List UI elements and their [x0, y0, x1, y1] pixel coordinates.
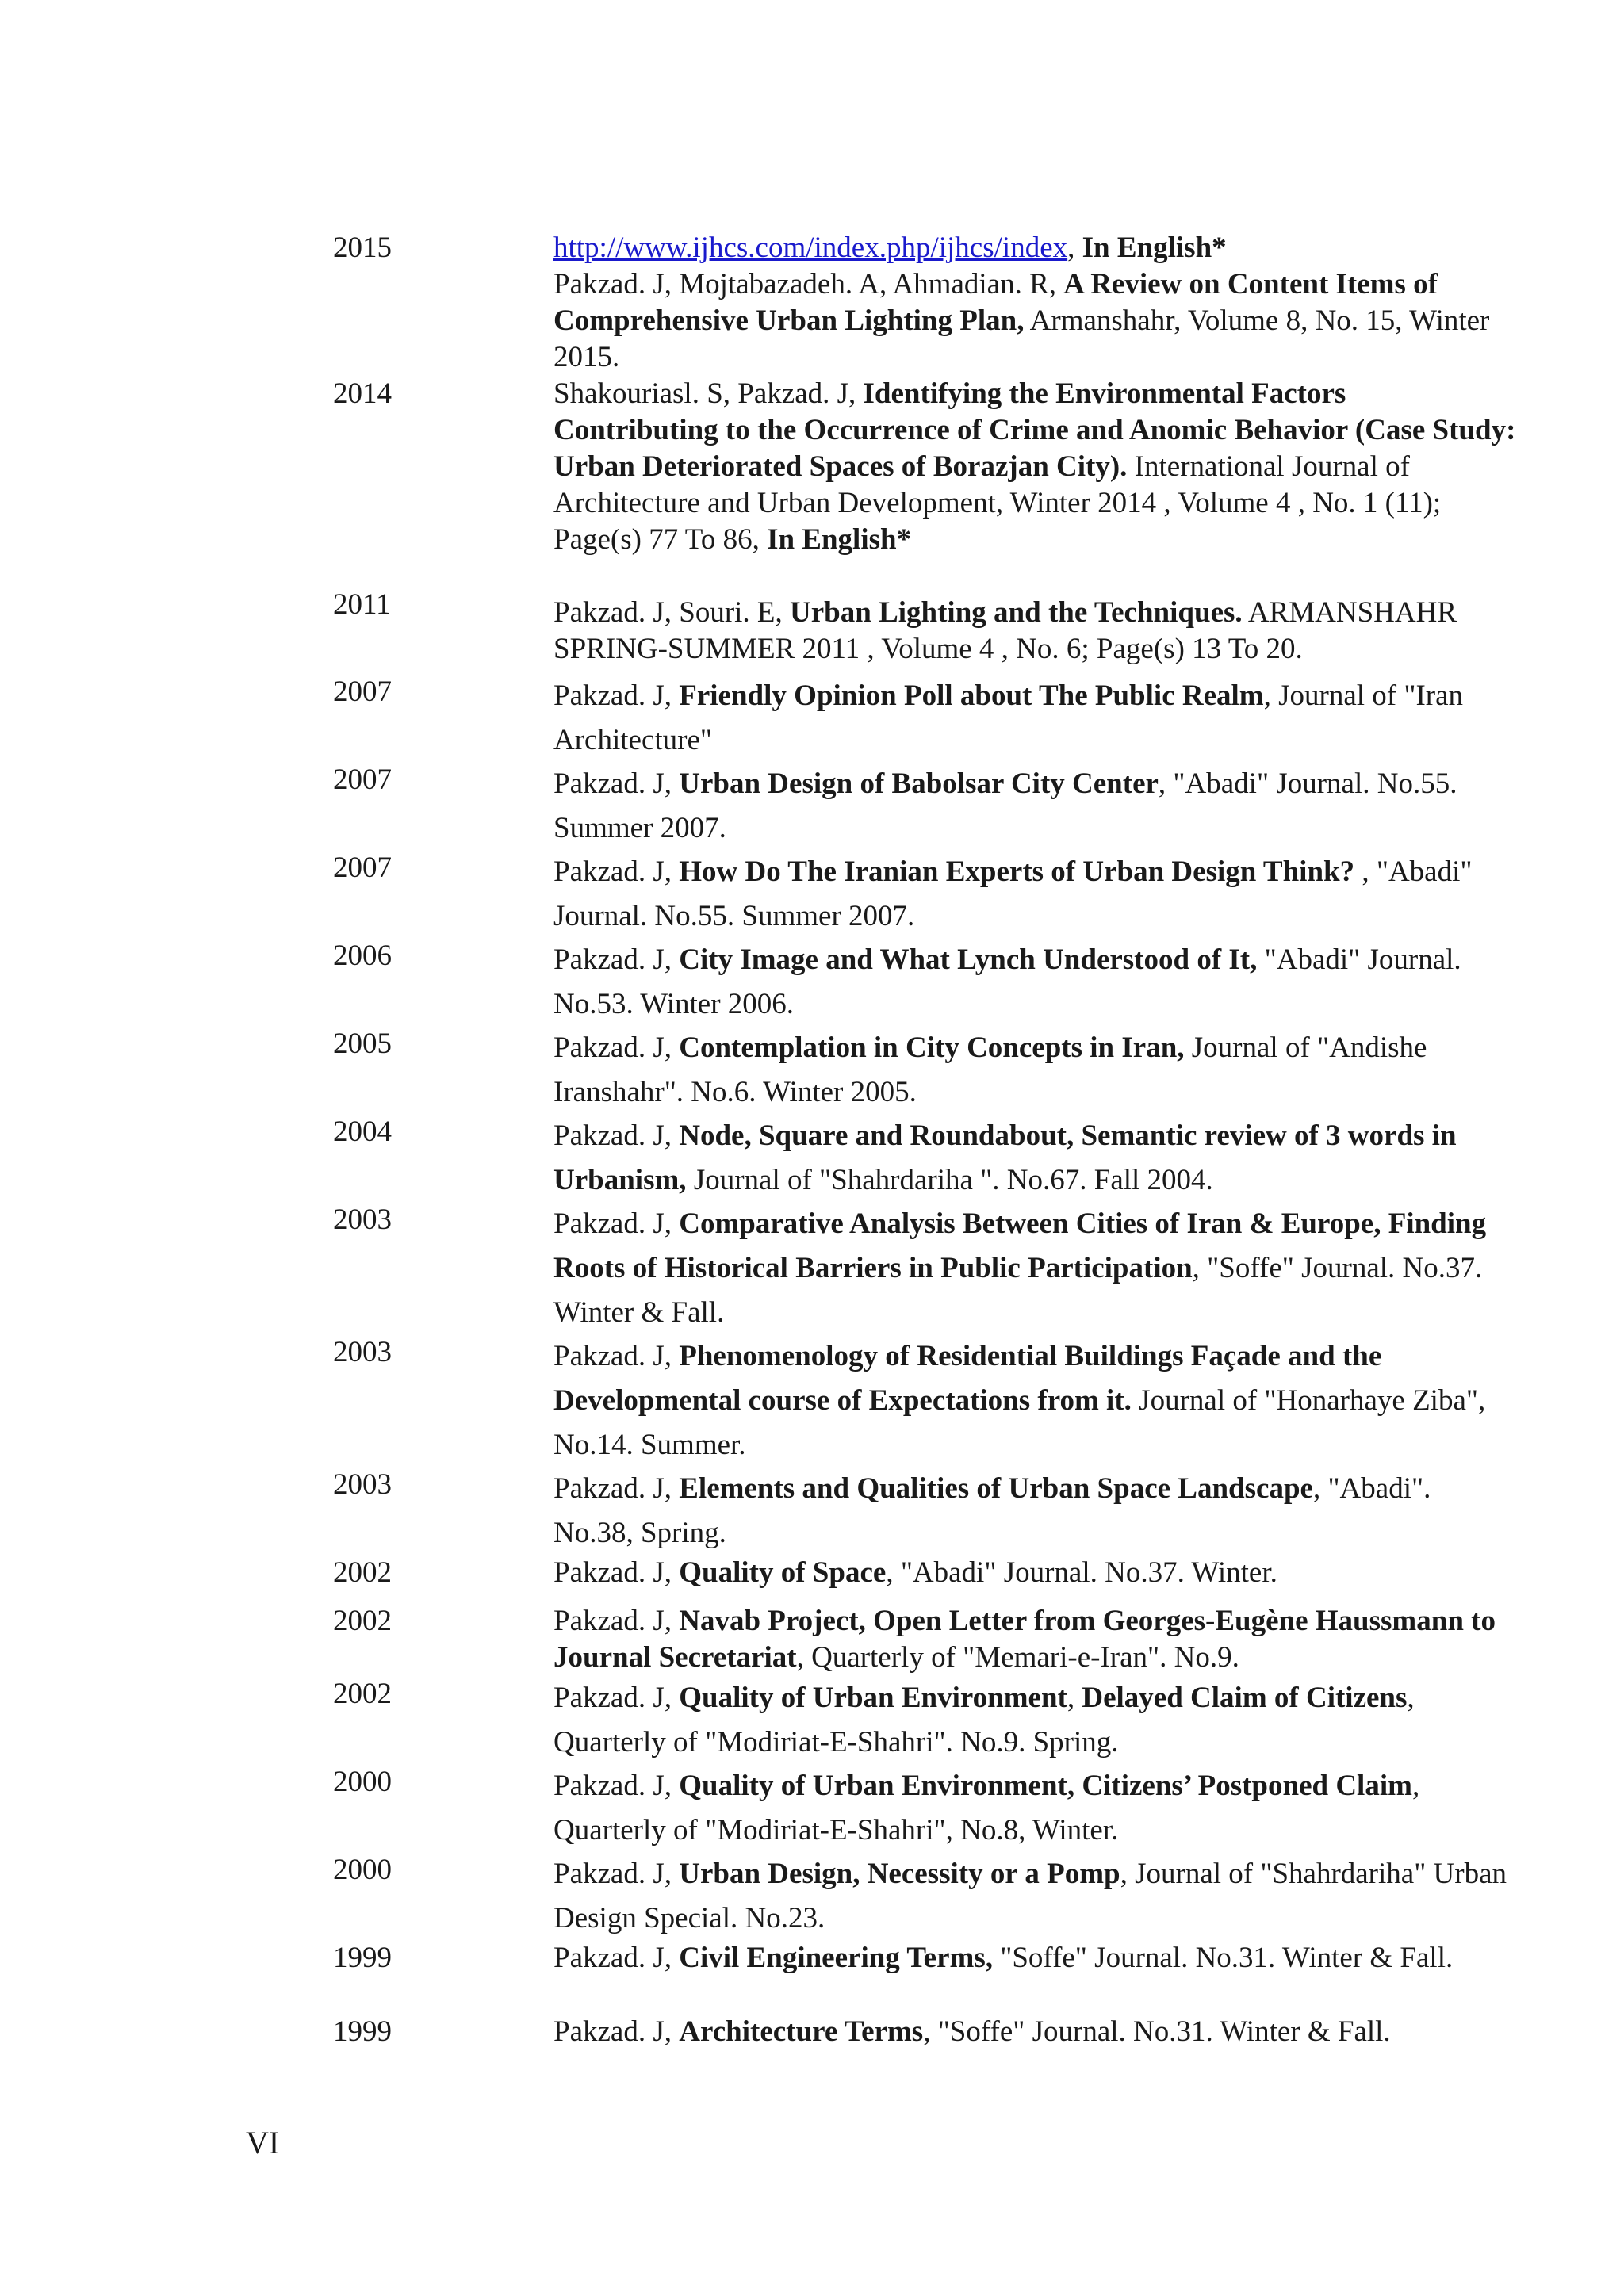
publication-title: Quality of Urban Environment [679, 1682, 1067, 1714]
publication-authors: Pakzad. J, [553, 1207, 680, 1240]
publication-details: International Journal of Architecture and Urban Development, Winter 2014 , Volume 4 , No. 1 (11); Page(s) 77 To 86, [553, 450, 1442, 556]
publication-title: Comparative Analysis Between Cities of Iran & Europe, Finding Roots of Historical Barriers in Public Participation [553, 1207, 1487, 1284]
publication-authors: Pakzad. J, [553, 1031, 680, 1064]
publication-authors: Pakzad. J, [553, 767, 680, 800]
publication-title: Urban Design, Necessity or a Pomp [679, 1858, 1120, 1890]
publication-entry [553, 266, 1517, 376]
publication-year: 2000 [333, 1766, 392, 1798]
publication-title: How Do The Iranian Experts of Urban Design Think? [679, 855, 1355, 888]
publication-entry [553, 762, 1517, 851]
publication-authors: Pakzad. J, [553, 1472, 680, 1505]
publication-entry [553, 595, 1517, 668]
publication-authors: Pakzad. J, Souri. E, [553, 596, 791, 629]
publication-year: 2007 [333, 763, 392, 796]
publication-authors: Pakzad. J, [553, 1340, 680, 1372]
publication-authors: Pakzad. J, [553, 1942, 680, 1974]
publication-details: , "Abadi" Journal. No.37. Winter. [886, 1556, 1277, 1589]
publication-entry: Pakzad. J, Quality of Urban Environment, Delayed Claim of Citizens, Quarterly of "Modiriat-E-Shahri". No.9. Spring. [553, 1682, 1415, 1758]
publication-year: 2002 [333, 1605, 392, 1637]
publication-authors: Pakzad. J, [553, 679, 680, 712]
language-note: In English* [1082, 232, 1227, 264]
publication-title: Phenomenology of Residential Buildings Façade and the Developmental course of Expectations from it. [553, 1340, 1382, 1417]
journal-link[interactable]: http://www.ijhcs.com/index.php/ijhcs/index [553, 232, 1068, 264]
publication-entry [553, 1764, 1517, 1853]
publication-entry: http://www.ijhcs.com/index.php/ijhcs/index, In English* [553, 232, 1227, 264]
publication-authors: Pakzad. J, [553, 1605, 680, 1637]
publication-details: , Quarterly of "Modiriat-E-Shahri". No.9. Spring. [553, 1682, 1415, 1758]
publication-entry [553, 2014, 1517, 2050]
publication-title: Delayed Claim of Citizens [1082, 1682, 1408, 1714]
publication-title: A Review on Content Items of Comprehensive Urban Lighting Plan, [553, 268, 1438, 337]
publication-authors: Shakouriasl. S, Pakzad. J, [553, 377, 864, 410]
publication-authors: Pakzad. J, [553, 855, 680, 888]
publication-year: 2005 [333, 1027, 392, 1060]
publication-details: "Soffe" Journal. No.31. Winter & Fall. [992, 1942, 1454, 1974]
publication-title: Contemplation in City Concepts in Iran, [679, 1031, 1185, 1064]
publication-title: Quality of Urban Environment, Citizens’ Postponed Claim [679, 1770, 1412, 1802]
publication-title: Identifying the Environmental Factors Contributing to the Occurrence of Crime and Anomic Behavior (Case Study: Urban Deteriorated Spaces of Borazjan City). [553, 377, 1516, 483]
publication-entry [553, 1852, 1517, 1941]
publication-year: 2007 [333, 675, 392, 708]
publication-title: Elements and Qualities of Urban Space Landscape [679, 1472, 1313, 1505]
publication-title: Architecture Terms [679, 2015, 924, 2048]
publication-year: 2015 [333, 232, 392, 264]
publication-details: Journal of "Andishe Iranshahr". No.6. Winter 2005. [553, 1031, 1427, 1108]
publication-authors: Pakzad. J, [553, 1770, 680, 1802]
publication-entry [553, 376, 1517, 558]
publication-details: Journal of "Honarhaye Ziba", No.14. Summer. [553, 1384, 1486, 1461]
publication-year: 2006 [333, 939, 392, 972]
publication-details: ARMANSHAHR SPRING-SUMMER 2011 , Volume 4 , No. 6; Page(s) 13 To 20. [553, 596, 1457, 665]
publication-entry [553, 1026, 1517, 1115]
publication-year: 1999 [333, 1942, 392, 1974]
publication-year: 2002 [333, 1678, 392, 1710]
publication-authors: Pakzad. J, [553, 2015, 680, 2048]
publication-details: , "Abadi" Journal. No.55. Summer 2007. [553, 855, 1473, 932]
publication-year: 2004 [333, 1115, 392, 1148]
publication-authors: Pakzad. J, Mojtabazadeh. A, Ahmadian. R, [553, 268, 1064, 300]
publication-details: , "Abadi". No.38, Spring. [553, 1472, 1431, 1549]
publication-details: Journal of "Shahrdariha ". No.67. Fall 2004. [686, 1164, 1213, 1196]
publication-year: 2007 [333, 851, 392, 884]
publication-entry [553, 1334, 1517, 1468]
publication-details: "Abadi" Journal. No.53. Winter 2006. [553, 943, 1461, 1020]
publication-title: Quality of Space [679, 1556, 887, 1589]
publication-entry [553, 1467, 1517, 1556]
publication-year: 2002 [333, 1556, 392, 1589]
publication-entry [553, 1555, 1517, 1591]
publication-title: Navab Project, Open Letter from Georges-Eugène Haussmann to Journal Secretariat [553, 1605, 1496, 1674]
language-note: In English* [767, 523, 912, 556]
publication-year: 2000 [333, 1854, 392, 1886]
publication-details: Armanshahr, Volume 8, No. 15, Winter 2015. [553, 304, 1490, 373]
publication-title: Urban Lighting and the Techniques. [790, 596, 1243, 629]
publication-authors: Pakzad. J, [553, 943, 680, 976]
publication-authors: Pakzad. J, [553, 1682, 680, 1714]
publication-authors: Pakzad. J, [553, 1556, 680, 1589]
publication-authors: Pakzad. J, [553, 1858, 680, 1890]
publication-entry [553, 850, 1517, 939]
page-number: VI [246, 2125, 280, 2160]
publication-details: , "Abadi" Journal. No.55. Summer 2007. [553, 767, 1457, 844]
publication-title: Urban Design of Babolsar City Center [679, 767, 1159, 800]
publication-year: 2014 [333, 377, 392, 410]
publication-year: 2003 [333, 1336, 392, 1368]
publication-details: , Quarterly of "Memari-e-Iran". No.9. [796, 1641, 1239, 1674]
publication-year: 1999 [333, 2015, 392, 2048]
publication-entry [553, 1603, 1517, 1676]
publication-entry [553, 1202, 1517, 1335]
publication-title: City Image and What Lynch Understood of It, [679, 943, 1258, 976]
publication-year: 2011 [333, 588, 391, 621]
publication-details: , Journal of "Shahrdariha" Urban Design Special. No.23. [553, 1858, 1507, 1934]
publication-year: 2003 [333, 1203, 392, 1236]
publication-entry [553, 674, 1517, 763]
publication-entry [553, 1940, 1517, 1976]
publication-entry [553, 1114, 1517, 1203]
publication-authors: Pakzad. J, [553, 1119, 680, 1152]
publication-details: , Quarterly of "Modiriat-E-Shahri", No.8, Winter. [553, 1770, 1420, 1846]
publication-details: , "Soffe" Journal. No.37. Winter & Fall. [553, 1252, 1483, 1329]
publication-year: 2003 [333, 1468, 392, 1501]
publication-entry [553, 938, 1517, 1027]
publication-title: Friendly Opinion Poll about The Public Realm [679, 679, 1264, 712]
publication-title: Civil Engineering Terms, [679, 1942, 993, 1974]
publication-details: , "Soffe" Journal. No.31. Winter & Fall. [923, 2015, 1391, 2048]
publication-title: Node, Square and Roundabout, Semantic review of 3 words in Urbanism, [553, 1119, 1457, 1196]
publication-details: , Journal of "Iran Architecture" [553, 679, 1464, 756]
